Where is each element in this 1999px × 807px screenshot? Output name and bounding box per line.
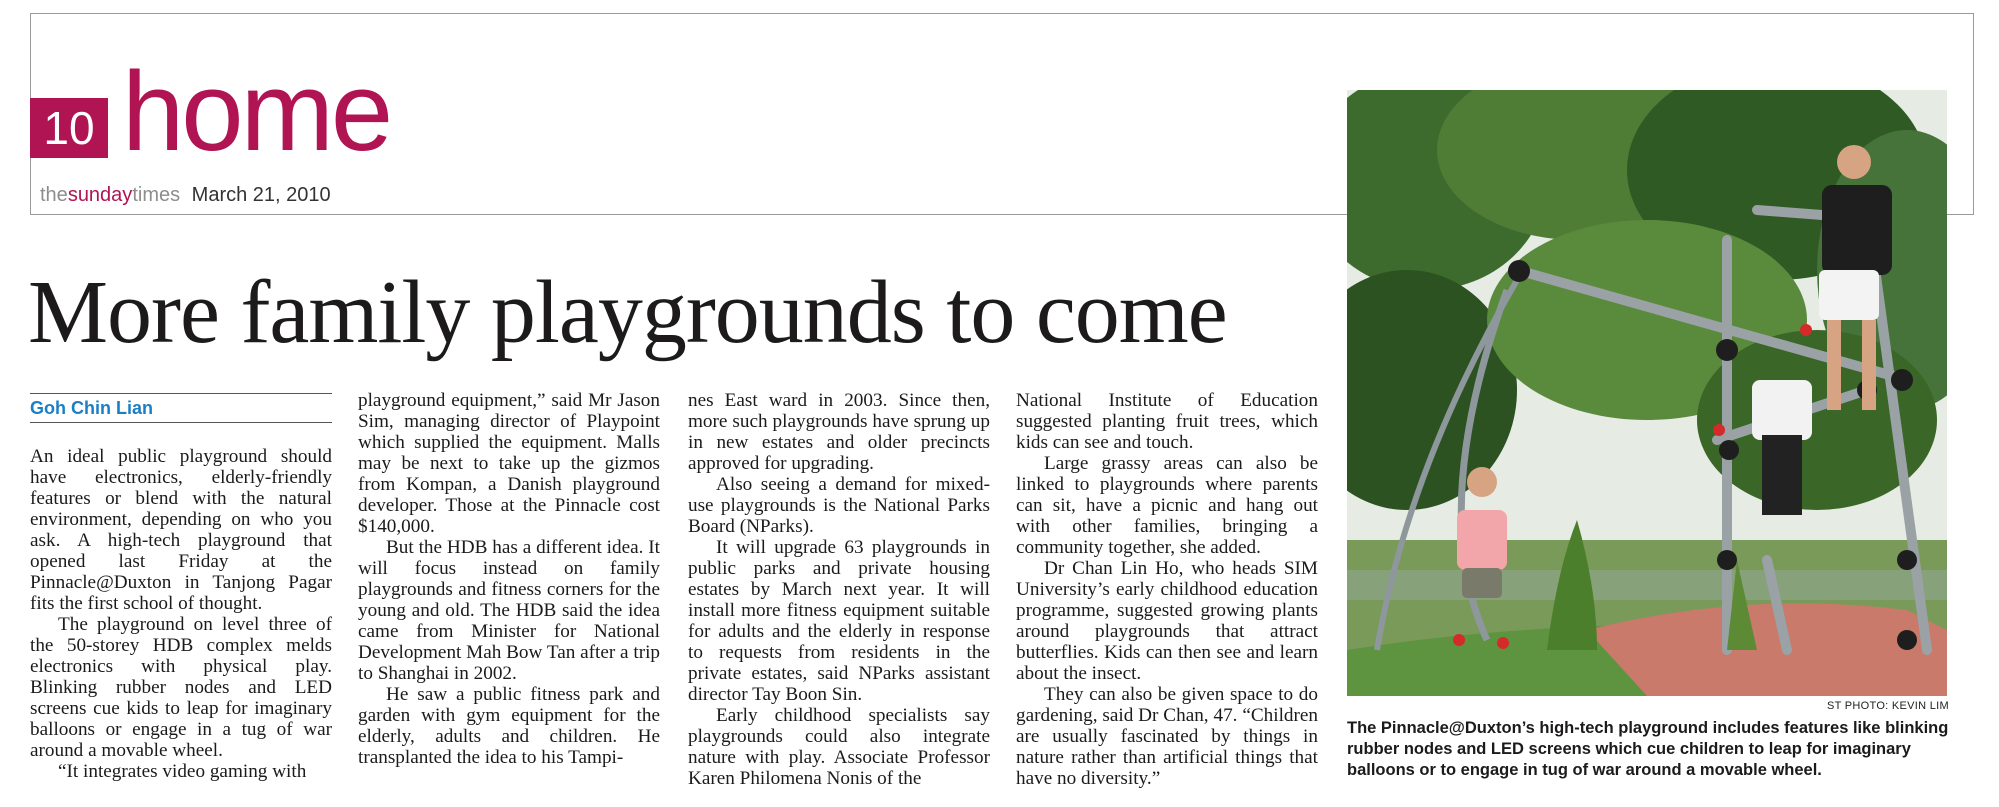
playground-photo [1347, 90, 1947, 696]
paragraph: nes East ward in 2003. Since then, more such playgrounds have sprung up in new estates and older precincts approved for upgrading. [688, 390, 990, 474]
masthead-times: times [132, 184, 181, 206]
masthead-the: the [40, 184, 68, 206]
paragraph: An ideal public playground should have electronics, elderly-friendly features or blend with the natural environment, depending on who you ask. A high-tech playground that opened last Friday at the Pinnacle@Duxton in Tanjong Pagar fits the first school of thought. [30, 446, 332, 614]
paragraph: Also seeing a demand for mixed-use playgrounds is the National Parks Board (NParks). [688, 474, 990, 537]
masthead [40, 184, 331, 207]
paragraph: Large grassy areas can also be linked to playgrounds where parents can sit, have a picnic and hang out with other families, bringing a community together, she added. [1016, 453, 1318, 558]
paragraph: “It integrates video gaming with [58, 761, 307, 782]
paragraph: It will upgrade 63 playgrounds in public parks and private housing estates by March next year. It will install more fitness equipment suitable for adults and the elderly in response to requests from residents in the private estates, said NParks assistant director Tay Boon Sin. [688, 537, 990, 705]
headline: More family playgrounds to come [28, 263, 1227, 362]
paragraph: He saw a public fitness park and garden with gym equipment for the elderly, adults and children. He transplanted the idea to his Tampi- [358, 684, 660, 768]
article-column-2 [358, 390, 660, 768]
paragraph: Early childhood specialists say playgrounds could also integrate nature with play. Associate Professor Karen Philomena Nonis of the [688, 705, 990, 789]
paragraph: They can also be given space to do gardening, said Dr Chan, 47. “Children are usually fascinated by things in nature rather than artificial things that have no diversity.” [1016, 684, 1318, 789]
paragraph: The playground on level three of the 50-storey HDB complex melds electronics with physical play. Blinking rubber nodes and LED screens cue kids to leap for imaginary balloons or engage in a tug of war around a movable wheel. [30, 614, 332, 761]
photo-caption: The Pinnacle@Duxton’s high-tech playground includes features like blinking rubber nodes and LED screens which cue children to leap for imaginary balloons or to engage in tug of war around a movable wheel. [1347, 719, 1949, 779]
article-column-1 [30, 446, 332, 782]
article-column-3 [688, 390, 990, 789]
playground-photo-illustration [1347, 90, 1947, 696]
byline: Goh Chin Lian [30, 393, 332, 423]
article-column-4 [1016, 390, 1318, 789]
paragraph: playground equipment,” said Mr Jason Sim, managing director of Playpoint which supplied the equipment. Malls may be next to take up the gizmos from Kompan, a Danish playground developer. Those at the Pinnacle cost $140,000. [358, 390, 660, 537]
issue-date: March 21, 2010 [191, 184, 331, 206]
photo-credit: ST PHOTO: KEVIN LIM [1826, 700, 1949, 712]
paragraph: National Institute of Education suggested planting fruit trees, which kids can see and touch. [1016, 390, 1318, 453]
paragraph: Dr Chan Lin Ho, who heads SIM University’s early childhood education programme, suggested growing plants around playgrounds that attract butterflies. Kids can then see and learn about the insect. [1016, 558, 1318, 684]
section-title: home [122, 49, 391, 174]
page-number: 10 [30, 98, 108, 158]
paragraph: But the HDB has a different idea. It will focus instead on family playgrounds and fitness corners for the young and old. The HDB said the idea came from Minister for National Development Mah Bow Tan after a trip to Shanghai in 2002. [358, 537, 661, 684]
masthead-sunday: sunday [67, 184, 133, 206]
